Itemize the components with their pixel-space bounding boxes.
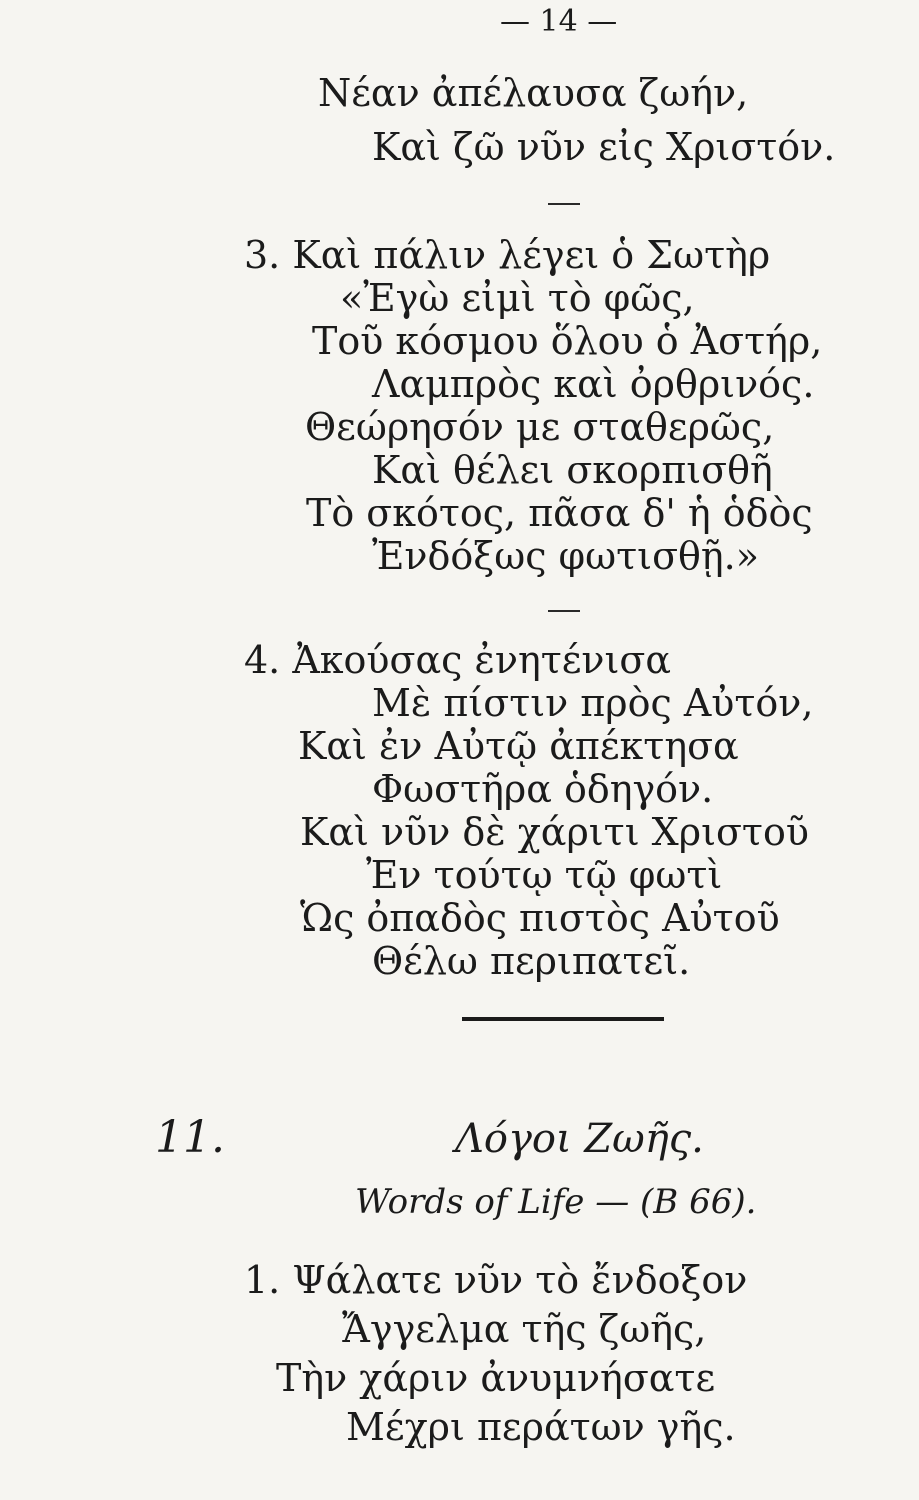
verse-line: 3. Καὶ πάλιν λέγει ὁ Σωτὴρ — [244, 233, 771, 277]
verse-line: Μὲ πίστιν πρὸς Αὐτόν, — [372, 681, 814, 725]
verse-line: Καὶ θέλει σκορπισθῆ — [372, 448, 773, 492]
hymn-divider — [462, 1017, 664, 1021]
verse-line: Θέλω περιπατεῖ. — [372, 939, 691, 983]
verse-line: Τοῦ κόσμου ὅλου ὁ Ἀστήρ, — [312, 319, 823, 363]
verse-line: 1. Ψάλατε νῦν τὸ ἔνδοξον — [244, 1258, 748, 1302]
verse-line: Τὴν χάριν ἀνυμνήσατε — [276, 1356, 716, 1400]
verse-line: Τὸ σκότος, πᾶσα δ' ἡ ὁδὸς — [306, 491, 813, 535]
section-divider — [548, 203, 580, 205]
verse-line: Μέχρι περάτων γῆς. — [346, 1405, 736, 1449]
verse-line: Ἄγγελμα τῆς ζωῆς, — [342, 1307, 707, 1351]
verse-line: Θεώρησόν με σταθερῶς, — [305, 405, 775, 449]
verse-line: Νέαν ἀπέλαυσα ζωήν, — [318, 71, 749, 115]
verse-line: Ὡς ὀπαδὸς πιστὸς Αὐτοῦ — [300, 896, 780, 940]
hymn-number: 11. — [155, 1112, 225, 1163]
verse-line: Καὶ νῦν δὲ χάριτι Χριστοῦ — [300, 810, 809, 854]
verse-line: Ἐν τούτῳ τῷ φωτὶ — [366, 853, 723, 897]
verse-line: Λαμπρὸς καὶ ὀρθρινός. — [372, 362, 815, 406]
verse-line: Φωστῆρα ὁδηγόν. — [372, 767, 714, 811]
verse-line: Καὶ ζῶ νῦν εἰς Χριστόν. — [372, 125, 836, 169]
verse-line: Ἐνδόξως φωτισθῇ.» — [372, 534, 759, 578]
hymn-subtitle: Words of Life — (B 66). — [355, 1182, 757, 1222]
section-divider — [548, 610, 580, 612]
hymn-title: Λόγοι Ζωῆς. — [455, 1116, 704, 1162]
verse-line: «Ἐγὼ εἰμὶ τὸ φῶς, — [340, 276, 695, 320]
verse-line: Καὶ ἐν Αὐτῷ ἀπέκτησα — [298, 724, 739, 768]
page-number: — 14 — — [500, 4, 618, 39]
verse-line: 4. Ἀκούσας ἐνητένισα — [244, 638, 672, 682]
